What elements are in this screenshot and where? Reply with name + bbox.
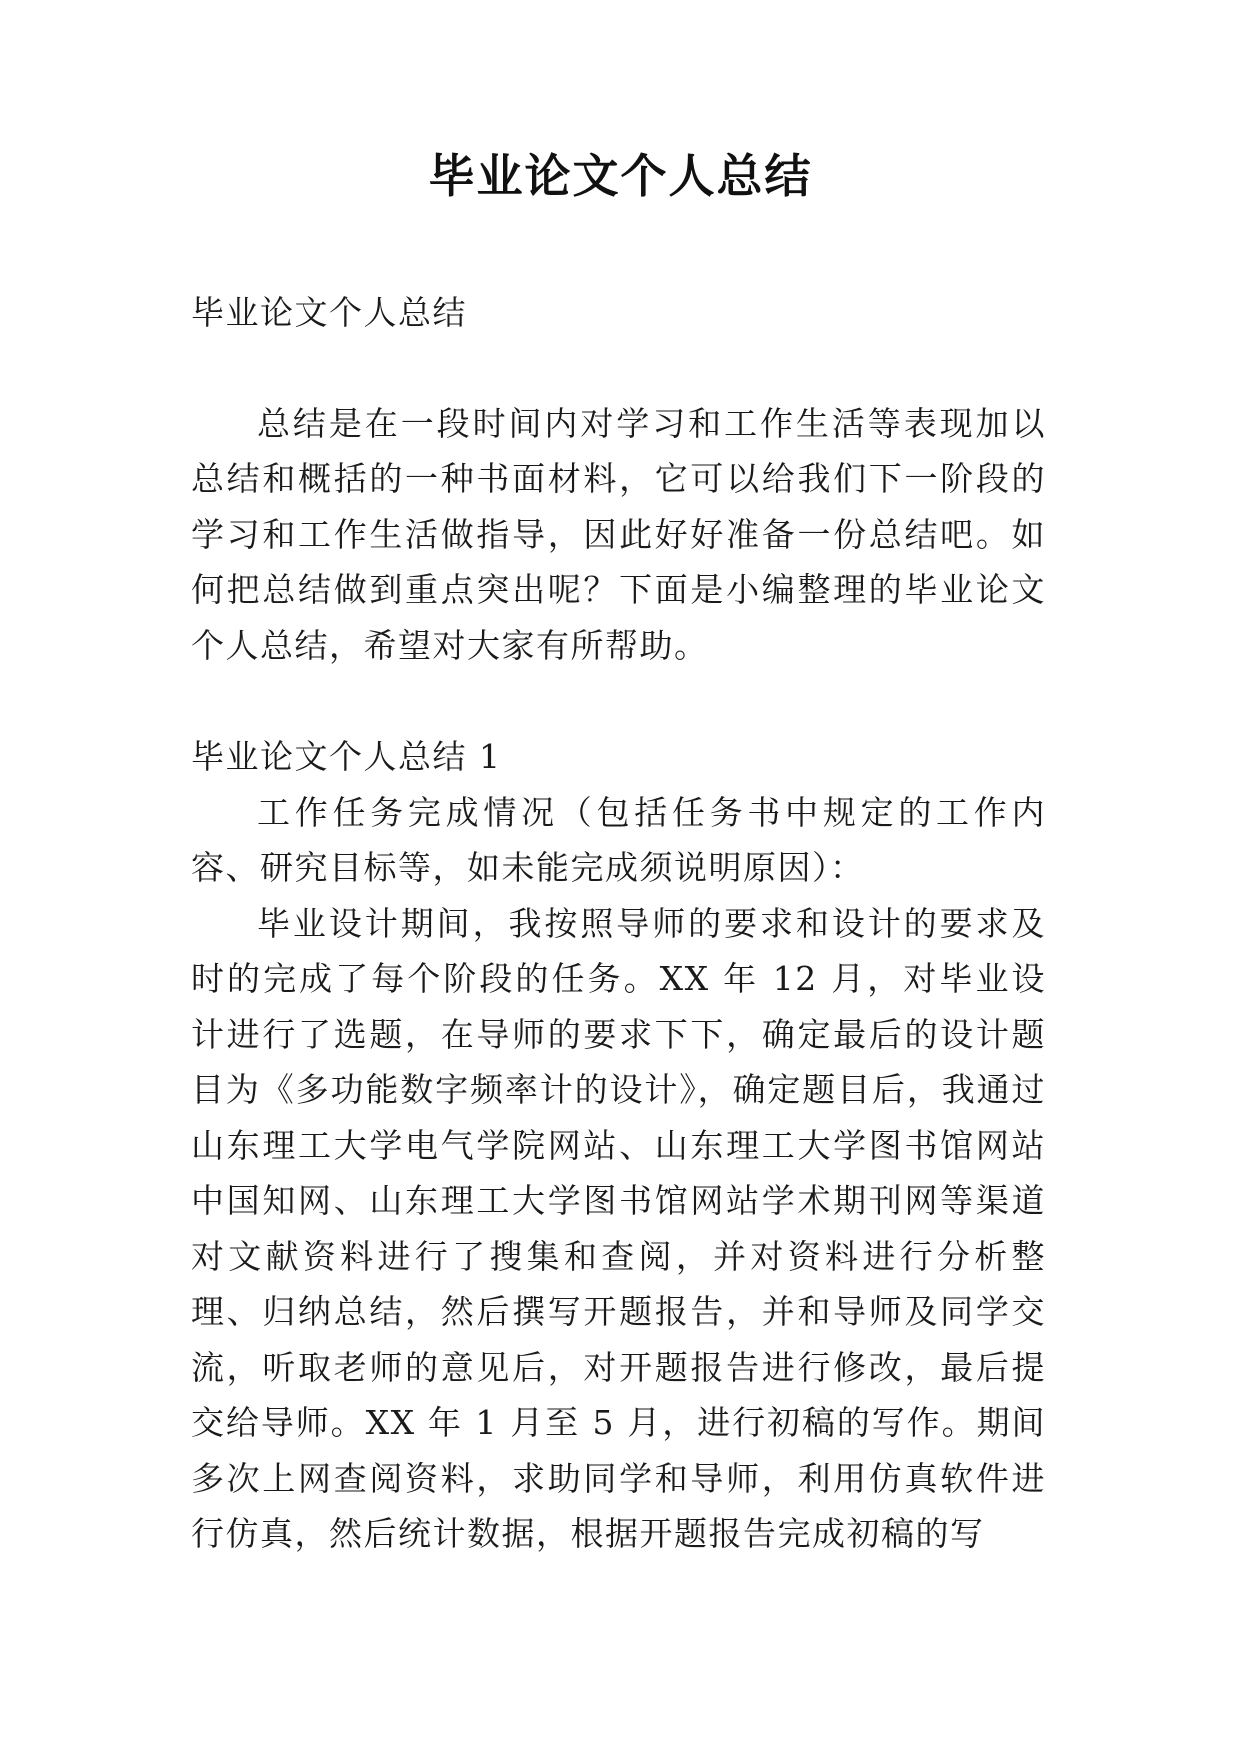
spacer [191, 673, 1046, 729]
document-subtitle: 毕业论文个人总结 [191, 293, 467, 332]
document-body [191, 285, 1046, 1562]
document-title: 毕业论文个人总结 [428, 149, 813, 203]
spacer [191, 341, 1046, 396]
section-heading: 毕业论文个人总结 1 [191, 737, 502, 776]
intro-paragraph: 总结是在一段时间内对学习和工作生活等表现加以总结和概括的一种书面材料，它可以给我们下一阶段的学习和工作生活做指导，因此好好准备一份总结吧。如何把总结做到重点突出呢？下面是小编整理的毕业论文个人总结，希望对大家有所帮助。 [191, 403, 1046, 665]
task-paragraph: 工作任务完成情况（包括任务书中规定的工作内容、研究目标等，如未能完成须说明原因）： [191, 792, 1046, 887]
detail-paragraph: 毕业设计期间，我按照导师的要求和设计的要求及时的完成了每个阶段的任务。XX 年 12 月，对毕业设计进行了选题，在导师的要求下下，确定最后的设计题目为《多功能数字频率计的设计》，确定题目后，我通过山东理工大学电气学院网站、山东理工大学图书馆网站中国知网、山东理工大学图书馆网站学术期刊网等渠道对文献资料进行了搜集和查阅，并对资料进行分析整理、归纳总结，然后撰写开题报告，并和导师及同学交流，听取老师的意见后，对开题报告进行修改，最后提交给导师。XX 年 1 月至 5 月，进行初稿的写作。期间多次上网查阅资料，求助同学和导师，利用仿真软件进行仿真，然后统计数据，根据开题报告完成初稿的写 [191, 903, 1046, 1553]
